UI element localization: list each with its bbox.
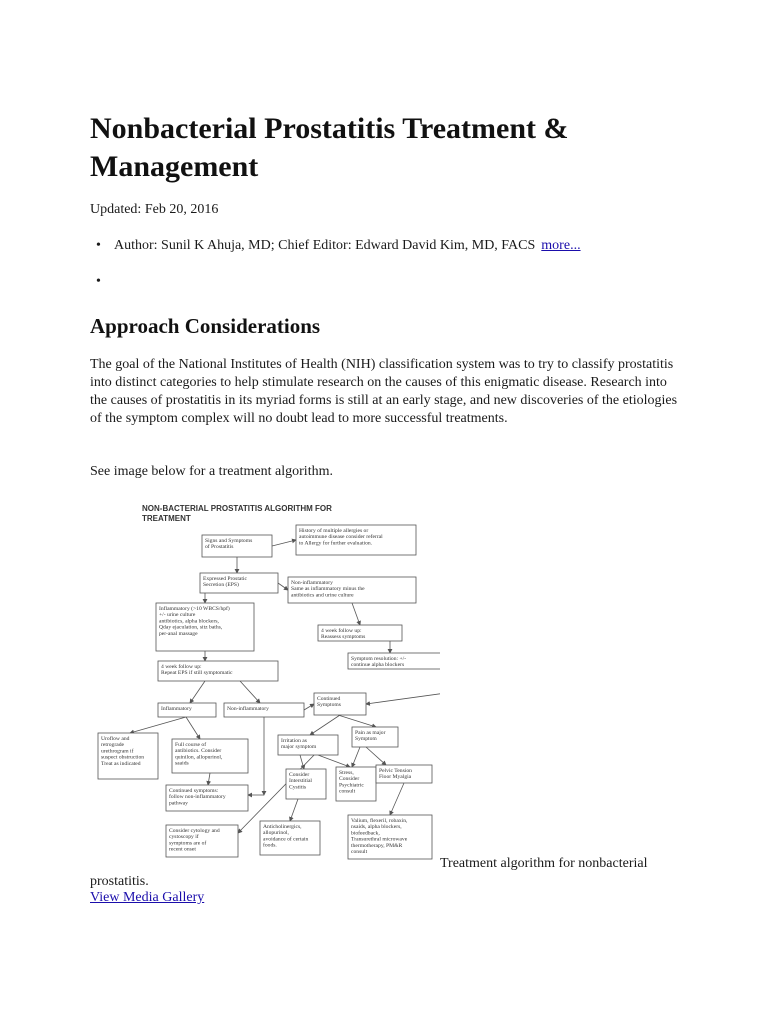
flow-arrow — [338, 715, 376, 727]
flow-box-irritation — [278, 735, 338, 755]
empty-list-item — [90, 272, 730, 308]
treatment-algorithm-figure[interactable] — [90, 495, 440, 870]
flow-box-uroflow — [98, 733, 158, 779]
flow-box-text: Reassess symptoms — [321, 634, 366, 641]
flow-box-text: Signs and Symptoms — [205, 538, 253, 544]
figure-caption-part1: Treatment algorithm for nonbacterial — [440, 856, 648, 871]
flow-box-text: retrograde — [101, 742, 124, 749]
figure-caption-part2: prostatitis. — [90, 874, 149, 889]
flow-box-text: Expressed Prostatic — [203, 576, 247, 582]
flow-box-text: major symptom — [281, 744, 317, 751]
diagram-title-line1: NON-BACTERIAL PROSTATITIS ALGORITHM FOR — [142, 504, 332, 513]
page-title: Nonbacterial Prostatitis Treatment & Management — [90, 112, 569, 183]
flow-box-text: avoidance of certain — [263, 836, 309, 843]
flow-box-text: Consider — [289, 772, 310, 778]
flowchart-diagram — [90, 495, 440, 870]
flow-box-text: Pelvic Tension — [379, 768, 412, 774]
updated-date: Updated: Feb 20, 2016 — [90, 202, 219, 217]
bullet-icon: • — [96, 274, 101, 289]
flow-box-followup4b — [158, 661, 278, 681]
flow-arrow — [366, 747, 386, 765]
flow-box-text: Same as inflammatory minus the — [291, 586, 365, 593]
flow-arrow — [290, 799, 298, 821]
flow-box-text: Inflammatory (>10 WBCS/hpf) — [159, 606, 230, 612]
flow-box-text: Treat as indicated — [101, 760, 141, 767]
see-image-text: See image below for a treatment algorithm. — [90, 464, 333, 479]
flow-box-inflammatory2 — [158, 703, 216, 717]
flow-box-text: foods. — [263, 842, 277, 849]
gallery-link-wrap — [90, 888, 204, 908]
flow-box-text: Transurethral microwave — [351, 836, 408, 843]
flow-box-text: Symptom — [355, 736, 377, 743]
diagram-title-line2: TREATMENT — [142, 514, 191, 523]
flow-box-continued1 — [314, 693, 366, 715]
flow-box-text: antibiotics and urine culture — [291, 592, 354, 599]
flow-arrow — [186, 717, 200, 739]
flow-box-cytology — [166, 825, 238, 857]
flow-box-text: Stress, — [339, 770, 354, 776]
flow-box-signs — [202, 535, 272, 557]
flow-box-text: Non-inflammatory — [291, 580, 333, 586]
flow-box-text: autoimmune disease consider referral — [299, 534, 383, 541]
flow-arrow — [352, 603, 360, 625]
flow-box-text: symptoms are of — [169, 840, 207, 847]
flow-box-text: urethrogram if — [101, 748, 134, 755]
flow-arrow — [278, 583, 288, 590]
flow-box-text: Pain as major — [355, 730, 386, 736]
flow-box-ic — [286, 769, 326, 799]
flow-box-symptomres — [348, 653, 440, 669]
flow-arrow — [366, 693, 440, 704]
flow-box-text: thermotherapy, PM&R — [351, 842, 403, 849]
flow-arrow — [208, 773, 210, 785]
flow-box-text: cystoscopy if — [169, 834, 199, 841]
flow-box-noninf2 — [224, 703, 304, 717]
flow-arrow — [310, 715, 340, 735]
flow-box-text: quinilon, allopurinol, — [175, 754, 223, 761]
flow-box-text: nsaids, alpha blockers, — [351, 824, 402, 831]
flow-arrow — [352, 747, 360, 767]
flow-box-anticholin — [260, 821, 320, 855]
flow-arrow — [130, 717, 186, 733]
flow-box-text: Symptom resolution: +/- — [351, 656, 407, 662]
section-heading: Approach Considerations — [90, 314, 321, 338]
flow-box-text: Uroflow and — [101, 736, 130, 742]
flow-box-text: Secretion (EPS) — [203, 582, 239, 589]
flow-box-text: Qday ejaculation, sitz baths, — [159, 624, 223, 631]
body-paragraph: The goal of the National Institutes of Health (NIH) classification system was to try to classify prostatitis into distinct categories to help stimulate research on the causes of this enigmatic disease. Research into the causes of prostatitis in its myriad forms is still at an early stage, and new discoveries of the etiologies of the symptom complex will no doubt lead to more successful treatments. — [90, 357, 678, 426]
flow-box-text: consult — [339, 788, 356, 795]
flow-box-text: Anticholinergics, — [263, 824, 302, 830]
flow-box-text: Psychiatric — [339, 782, 364, 789]
flow-box-text: of Prostatitis — [205, 544, 234, 551]
flow-box-text: suspect obstruction — [101, 754, 145, 761]
flow-arrow — [190, 681, 205, 703]
flow-box-text: Repeat EPS if still symptomatic — [161, 670, 233, 677]
flow-box-pelvic — [376, 765, 432, 783]
flow-box-text: 4 week follow up: — [161, 664, 202, 670]
flow-box-text: Interstitial — [289, 778, 312, 785]
flow-box-history — [296, 525, 416, 555]
flow-box-text: Consider — [339, 776, 360, 783]
flow-box-eps — [200, 573, 278, 593]
author-line: Author: Sunil K Ahuja, MD; Chief Editor: Edward David Kim, MD, FACS — [114, 238, 536, 253]
flow-box-painmajor — [352, 727, 398, 747]
flow-box-text: antibiotics. Consider — [175, 748, 222, 755]
flow-box-text: continue alpha blockers — [351, 662, 405, 669]
flow-box-fullcourse — [172, 739, 248, 773]
flow-arrow — [272, 540, 296, 546]
flow-box-stress — [336, 767, 376, 801]
flow-box-text: Continued symptoms: — [169, 788, 219, 794]
flow-box-text: History of multiple allergies or — [299, 528, 369, 534]
flow-box-inflammatory1 — [156, 603, 254, 651]
flow-arrow — [318, 755, 350, 767]
flow-box-text: 4 week follow up: — [321, 628, 362, 634]
flow-box-text: per-anal massage — [159, 630, 198, 637]
flow-box-text: allopurinol, — [263, 830, 289, 837]
flow-box-text: Valium, flexeril, robaxin, — [351, 818, 408, 824]
flow-box-text: to Allergy for further evaluation. — [299, 540, 373, 547]
flow-box-text: Floor Myalgia — [379, 774, 412, 781]
flow-box-text: Irritation as — [281, 738, 307, 744]
flow-box-text: antibiotics, alpha blockers, — [159, 618, 219, 625]
flow-box-text: Symptoms — [317, 702, 341, 709]
flow-arrow — [304, 704, 314, 710]
flow-box-text: Non-inflammatory — [227, 706, 269, 712]
flow-box-text: Full course of — [175, 742, 207, 748]
flow-box-text: pathway — [169, 800, 188, 807]
author-item — [90, 236, 730, 272]
flow-box-text: saaids — [175, 760, 189, 767]
flow-box-text: consult — [351, 849, 368, 855]
flow-arrow — [390, 783, 404, 815]
flow-box-text: Consider cytology and — [169, 828, 220, 834]
flow-box-text: Cystitis — [289, 784, 307, 791]
flow-box-followup4a — [318, 625, 402, 641]
flow-box-noninf1 — [288, 577, 416, 603]
meta-list — [90, 236, 730, 308]
flow-box-text: follow non-inflammatory — [169, 794, 226, 801]
bullet-icon: • — [96, 238, 101, 253]
flow-box-continued2 — [166, 785, 248, 811]
flow-box-text: Continued — [317, 696, 341, 702]
flow-box-text: recent onset — [169, 846, 196, 853]
flow-arrow — [240, 681, 260, 703]
flow-box-text: biofeedback, — [351, 830, 380, 837]
more-link[interactable]: more... — [541, 238, 581, 253]
flow-box-valium — [348, 815, 432, 859]
flow-box-text: Inflammatory — [161, 706, 192, 712]
flow-box-text: +/- urine culture — [159, 612, 196, 619]
view-media-gallery-link[interactable]: View Media Gallery — [90, 890, 205, 905]
